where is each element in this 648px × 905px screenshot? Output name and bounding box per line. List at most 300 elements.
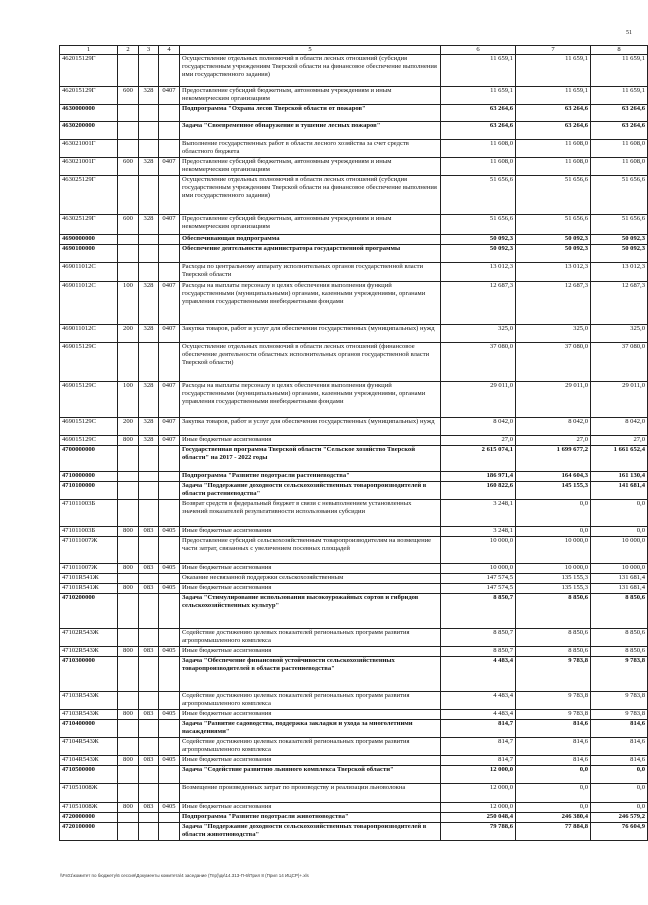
description-cell: Предоставление субсидий бюджетным, автономным учреждениям и иным некоммерческим организациям [180,215,441,235]
vr-cell: 800 [118,647,139,657]
table-row [60,245,648,263]
table-row [60,122,648,140]
amount-cell: 9 783,8 [516,692,591,710]
section-cell [159,472,180,482]
vr-cell: 800 [118,803,139,813]
description-cell: Расходы на выплаты персоналу в целях обеспечения выполнения функций государственными (муниципальными) органами, казенными учреждениями, органами управления государственными внебюджетными фондами [180,282,441,325]
table-row [60,325,648,343]
table-row [60,574,648,584]
amount-cell: 10 000,0 [441,537,516,564]
amount-cell: 325,0 [591,325,648,343]
vr-cell: 600 [118,87,139,105]
table-row [60,235,648,245]
dept-cell: 328 [139,282,159,325]
amount-cell: 9 783,8 [516,710,591,720]
section-cell: 0407 [159,436,180,446]
description-cell: Государственная программа Тверской области "Сельское хозяйство Тверской области" на 2017 - 2022 годы [180,446,441,472]
table-row [60,282,648,325]
vr-cell [118,766,139,784]
section-cell [159,500,180,527]
section-cell [159,720,180,738]
amount-cell: 11 659,1 [441,55,516,87]
dept-cell [139,263,159,282]
description-cell: Задача "Обеспечение финансовой устойчивости сельскохозяйственных товаропроизводителей в области растениеводства" [180,657,441,692]
amount-cell: 63 264,6 [441,105,516,122]
table-row [60,472,648,482]
table-header-row [60,46,648,55]
code-cell: 471011007Ж [60,564,118,574]
amount-cell: 8 850,6 [591,594,648,629]
amount-cell: 12 687,3 [591,282,648,325]
vr-cell: 800 [118,710,139,720]
table-row [60,738,648,756]
table-row [60,176,648,215]
amount-cell: 8 850,7 [441,594,516,629]
dept-cell [139,482,159,500]
page-number: 51 [626,30,632,36]
amount-cell: 10 000,0 [516,564,591,574]
code-cell: 4700000000 [60,446,118,472]
code-cell: 4710100000 [60,482,118,500]
section-cell [159,594,180,629]
dept-cell: 328 [139,215,159,235]
vr-cell: 600 [118,215,139,235]
section-cell: 0405 [159,756,180,766]
section-cell [159,692,180,710]
description-cell: Обеспечивающая подпрограмма [180,235,441,245]
dept-cell: 328 [139,436,159,446]
amount-cell: 250 048,4 [441,813,516,823]
vr-cell [118,176,139,215]
table-row [60,647,648,657]
section-cell: 0407 [159,87,180,105]
amount-cell: 246 380,4 [516,813,591,823]
table-row [60,692,648,710]
section-cell: 0405 [159,710,180,720]
table-row [60,766,648,784]
dept-cell: 328 [139,158,159,176]
amount-cell: 325,0 [516,325,591,343]
description-cell: Иные бюджетные ассигнования [180,756,441,766]
amount-cell: 63 264,6 [516,105,591,122]
description-cell: Задача "Своевременное обнаружение и тушение лесных пожаров" [180,122,441,140]
amount-cell: 11 608,0 [591,158,648,176]
table-row [60,105,648,122]
description-cell: Расходы по центральному аппарату исполнительных органов государственной власти Тверской области [180,263,441,282]
vr-cell [118,55,139,87]
amount-cell: 814,6 [591,720,648,738]
code-cell: 462015129Г [60,87,118,105]
amount-cell: 0,0 [591,766,648,784]
description-cell: Иные бюджетные ассигнования [180,710,441,720]
amount-cell: 8 850,6 [516,647,591,657]
amount-cell: 4 483,4 [441,710,516,720]
amount-cell: 29 011,0 [591,382,648,418]
vr-cell [118,720,139,738]
table-row [60,446,648,472]
vr-cell: 800 [118,756,139,766]
amount-cell: 50 092,3 [441,235,516,245]
section-cell [159,766,180,784]
code-cell: 463025129Г [60,215,118,235]
vr-cell [118,140,139,158]
amount-cell: 11 659,1 [591,87,648,105]
dept-cell [139,629,159,647]
vr-cell: 100 [118,282,139,325]
header-cell: 4 [159,46,180,55]
amount-cell: 3 248,1 [441,500,516,527]
dept-cell: 083 [139,647,159,657]
header-cell: 1 [60,46,118,55]
table-row [60,823,648,841]
amount-cell: 37 080,0 [516,343,591,382]
code-cell: 4710000000 [60,472,118,482]
code-cell: 47104R543Ж [60,756,118,766]
header-cell: 2 [118,46,139,55]
section-cell: 0407 [159,158,180,176]
section-cell: 0405 [159,584,180,594]
amount-cell: 0,0 [591,784,648,803]
amount-cell: 8 850,6 [516,594,591,629]
description-cell: Задача "Стимулирование использования высокоурожайных сортов и гибридов сельскохозяйственных культур" [180,594,441,629]
amount-cell: 51 656,6 [516,176,591,215]
amount-cell: 246 579,2 [591,813,648,823]
code-cell: 469011012С [60,282,118,325]
amount-cell: 131 681,4 [591,574,648,584]
vr-cell [118,105,139,122]
amount-cell: 12 687,3 [441,282,516,325]
amount-cell: 2 615 074,1 [441,446,516,472]
amount-cell: 12 000,0 [441,803,516,813]
description-cell: Осуществление отдельных полномочий в области лесных отношений (субсидия государственным учреждениям Тверской области на финансовое обеспечение выполнения ими государственного задания) [180,176,441,215]
amount-cell: 63 264,6 [591,105,648,122]
description-cell: Возврат средств в федеральный бюджет в связи с невыполнением установленных значений показателей результативности использования субсидии [180,500,441,527]
amount-cell: 814,7 [441,738,516,756]
amount-cell: 13 012,3 [516,263,591,282]
budget-table-container [59,45,645,841]
table-row [60,263,648,282]
amount-cell: 4 483,4 [441,692,516,710]
dept-cell [139,245,159,263]
code-cell: 469015129С [60,382,118,418]
vr-cell: 100 [118,382,139,418]
section-cell: 0405 [159,647,180,657]
description-cell: Закупка товаров, работ и услуг для обеспечения государственных (муниципальных) нужд [180,418,441,436]
amount-cell: 10 000,0 [441,564,516,574]
amount-cell: 160 822,6 [441,482,516,500]
amount-cell: 12 687,3 [516,282,591,325]
amount-cell: 11 608,0 [516,158,591,176]
section-cell [159,343,180,382]
description-cell: Иные бюджетные ассигнования [180,564,441,574]
amount-cell: 11 659,1 [516,87,591,105]
dept-cell [139,813,159,823]
description-cell: Подпрограмма "Развитие подотрасли растениеводства" [180,472,441,482]
code-cell: 471011003Б [60,500,118,527]
amount-cell: 0,0 [516,766,591,784]
amount-cell: 12 000,0 [441,784,516,803]
code-cell: 4720000000 [60,813,118,823]
amount-cell: 814,6 [516,756,591,766]
description-cell: Иные бюджетные ассигнования [180,527,441,537]
code-cell: 4690100000 [60,245,118,263]
amount-cell: 8 042,0 [516,418,591,436]
table-row [60,140,648,158]
code-cell: 469015129С [60,343,118,382]
code-cell: 462015129Г [60,55,118,87]
description-cell: Предоставление субсидий бюджетным, автономным учреждениям и иным некоммерческим организациям [180,158,441,176]
dept-cell [139,500,159,527]
section-cell [159,813,180,823]
vr-cell [118,245,139,263]
vr-cell: 200 [118,418,139,436]
description-cell: Осуществление отдельных полномочий в области лесных отношений (субсидия государственным учреждениям Тверской области на финансовое обеспечение выполнения ими государственного задания) [180,55,441,87]
section-cell [159,482,180,500]
code-cell: 4710300000 [60,657,118,692]
code-cell: 47101R541Ж [60,574,118,584]
amount-cell: 50 092,3 [516,245,591,263]
vr-cell: 600 [118,158,139,176]
section-cell [159,657,180,692]
description-cell: Предоставление субсидий сельскохозяйственным товаропроизводителям на возмещение части затрат, связанных с увеличением посевных площадей [180,537,441,564]
vr-cell [118,500,139,527]
description-cell: Содействие достижению целевых показателей региональных программ развития агропромышленного комплекса [180,738,441,756]
code-cell: 471051008Ж [60,803,118,813]
section-cell [159,823,180,841]
amount-cell: 9 783,8 [591,657,648,692]
table-row [60,784,648,803]
header-cell: 7 [516,46,591,55]
amount-cell: 63 264,6 [516,122,591,140]
code-cell: 47102R543Ж [60,629,118,647]
section-cell: 0405 [159,527,180,537]
dept-cell: 328 [139,418,159,436]
amount-cell: 186 971,4 [441,472,516,482]
section-cell: 0407 [159,382,180,418]
vr-cell: 800 [118,527,139,537]
table-row [60,158,648,176]
code-cell: 4710200000 [60,594,118,629]
dept-cell [139,55,159,87]
amount-cell: 51 656,6 [591,215,648,235]
section-cell [159,629,180,647]
amount-cell: 10 000,0 [591,564,648,574]
section-cell [159,140,180,158]
amount-cell: 4 483,4 [441,657,516,692]
amount-cell: 10 000,0 [591,537,648,564]
table-row [60,436,648,446]
vr-cell [118,738,139,756]
amount-cell: 814,6 [591,738,648,756]
amount-cell: 10 000,0 [516,537,591,564]
dept-cell: 083 [139,710,159,720]
amount-cell: 141 681,4 [591,482,648,500]
code-cell: 4710400000 [60,720,118,738]
section-cell [159,105,180,122]
dept-cell [139,140,159,158]
amount-cell: 0,0 [591,803,648,813]
description-cell: Предоставление субсидий бюджетным, автономным учреждениям и иным некоммерческим организациям [180,87,441,105]
vr-cell [118,813,139,823]
vr-cell: 800 [118,436,139,446]
amount-cell: 12 000,0 [441,766,516,784]
description-cell: Подпрограмма "Развитие подотрасли животноводства" [180,813,441,823]
code-cell: 4690000000 [60,235,118,245]
dept-cell [139,472,159,482]
description-cell: Закупка товаров, работ и услуг для обеспечения государственных (муниципальных) нужд [180,325,441,343]
dept-cell: 083 [139,803,159,813]
amount-cell: 0,0 [591,527,648,537]
dept-cell [139,235,159,245]
dept-cell: 328 [139,87,159,105]
amount-cell: 147 574,5 [441,584,516,594]
dept-cell: 328 [139,382,159,418]
dept-cell [139,692,159,710]
code-cell: 469011012С [60,263,118,282]
table-row [60,482,648,500]
table-row [60,629,648,647]
dept-cell [139,343,159,382]
amount-cell: 147 574,5 [441,574,516,584]
amount-cell: 11 608,0 [441,140,516,158]
description-cell: Задача "Содействие развитию льняного комплекса Тверской области" [180,766,441,784]
amount-cell: 50 092,3 [441,245,516,263]
amount-cell: 50 092,3 [591,235,648,245]
description-cell: Обеспечение деятельности администратора государственной программы [180,245,441,263]
section-cell [159,176,180,215]
amount-cell: 11 608,0 [516,140,591,158]
code-cell: 4630000000 [60,105,118,122]
amount-cell: 50 092,3 [591,245,648,263]
vr-cell [118,263,139,282]
amount-cell: 51 656,6 [441,215,516,235]
table-row [60,756,648,766]
amount-cell: 8 850,6 [516,629,591,647]
amount-cell: 814,6 [516,720,591,738]
section-cell [159,235,180,245]
amount-cell: 9 783,8 [591,692,648,710]
table-row [60,527,648,537]
vr-cell [118,472,139,482]
amount-cell: 37 080,0 [441,343,516,382]
amount-cell: 27,0 [441,436,516,446]
code-cell: 469015129С [60,436,118,446]
vr-cell [118,122,139,140]
amount-cell: 8 042,0 [441,418,516,436]
section-cell [159,245,180,263]
table-row [60,215,648,235]
dept-cell [139,823,159,841]
section-cell [159,784,180,803]
code-cell: 463021001Г [60,140,118,158]
code-cell: 4720100000 [60,823,118,841]
amount-cell: 814,6 [591,756,648,766]
description-cell: Подпрограмма "Охрана лесов Тверской области от пожаров" [180,105,441,122]
amount-cell: 11 608,0 [441,158,516,176]
vr-cell [118,657,139,692]
header-cell: 6 [441,46,516,55]
amount-cell: 814,6 [516,738,591,756]
code-cell: 471011003Б [60,527,118,537]
amount-cell: 164 604,3 [516,472,591,482]
section-cell [159,446,180,472]
description-cell: Задача "Развитие садоводства, поддержка закладки и ухода за многолетними насаждениями" [180,720,441,738]
dept-cell [139,720,159,738]
description-cell: Оказание несвязанной поддержки сельскохозяйственным [180,574,441,584]
description-cell: Иные бюджетные ассигнования [180,647,441,657]
code-cell: 469011012С [60,325,118,343]
amount-cell: 9 783,8 [591,710,648,720]
table-row [60,720,648,738]
vr-cell [118,446,139,472]
section-cell [159,738,180,756]
vr-cell [118,235,139,245]
amount-cell: 29 011,0 [516,382,591,418]
amount-cell: 8 850,7 [441,629,516,647]
amount-cell: 814,7 [441,756,516,766]
dept-cell: 083 [139,564,159,574]
vr-cell: 200 [118,325,139,343]
code-cell: 469015129С [60,418,118,436]
description-cell: Иные бюджетные ассигнования [180,803,441,813]
amount-cell: 13 012,3 [591,263,648,282]
description-cell: Содействие достижению целевых показателей региональных программ развития агропромышленного комплекса [180,692,441,710]
vr-cell [118,482,139,500]
dept-cell [139,766,159,784]
amount-cell: 27,0 [516,436,591,446]
section-cell: 0407 [159,325,180,343]
dept-cell [139,446,159,472]
table-row [60,564,648,574]
table-row [60,343,648,382]
code-cell: 471051008Ж [60,784,118,803]
amount-cell: 11 608,0 [591,140,648,158]
vr-cell [118,784,139,803]
table-row [60,418,648,436]
table-row [60,382,648,418]
description-cell: Выполнение государственных работ в области лесного хозяйства за счет средств областного бюджета [180,140,441,158]
amount-cell: 135 155,3 [516,584,591,594]
description-cell: Задача "Поддержание доходности сельскохозяйственных товаропроизводителей в области растениеводства" [180,482,441,500]
code-cell: 4710500000 [60,766,118,784]
table-row [60,803,648,813]
code-cell: 463021001Г [60,158,118,176]
dept-cell: 083 [139,756,159,766]
amount-cell: 8 042,0 [591,418,648,436]
description-cell: Осуществление отдельных полномочий в области лесных отношений (финансовое обеспечение деятельности областных исполнительных органов государственной власти Тверской области) [180,343,441,382]
amount-cell: 63 264,6 [591,122,648,140]
dept-cell [139,594,159,629]
amount-cell: 8 850,6 [591,629,648,647]
amount-cell: 131 681,4 [591,584,648,594]
dept-cell [139,784,159,803]
table-row [60,813,648,823]
table-row [60,710,648,720]
table-row [60,584,648,594]
description-cell: Иные бюджетные ассигнования [180,436,441,446]
amount-cell: 51 656,6 [591,176,648,215]
table-row [60,500,648,527]
dept-cell [139,105,159,122]
amount-cell: 27,0 [591,436,648,446]
amount-cell: 9 783,8 [516,657,591,692]
table-row [60,87,648,105]
amount-cell: 79 788,6 [441,823,516,841]
table-row [60,594,648,629]
section-cell [159,263,180,282]
vr-cell [118,594,139,629]
amount-cell: 51 656,6 [516,215,591,235]
